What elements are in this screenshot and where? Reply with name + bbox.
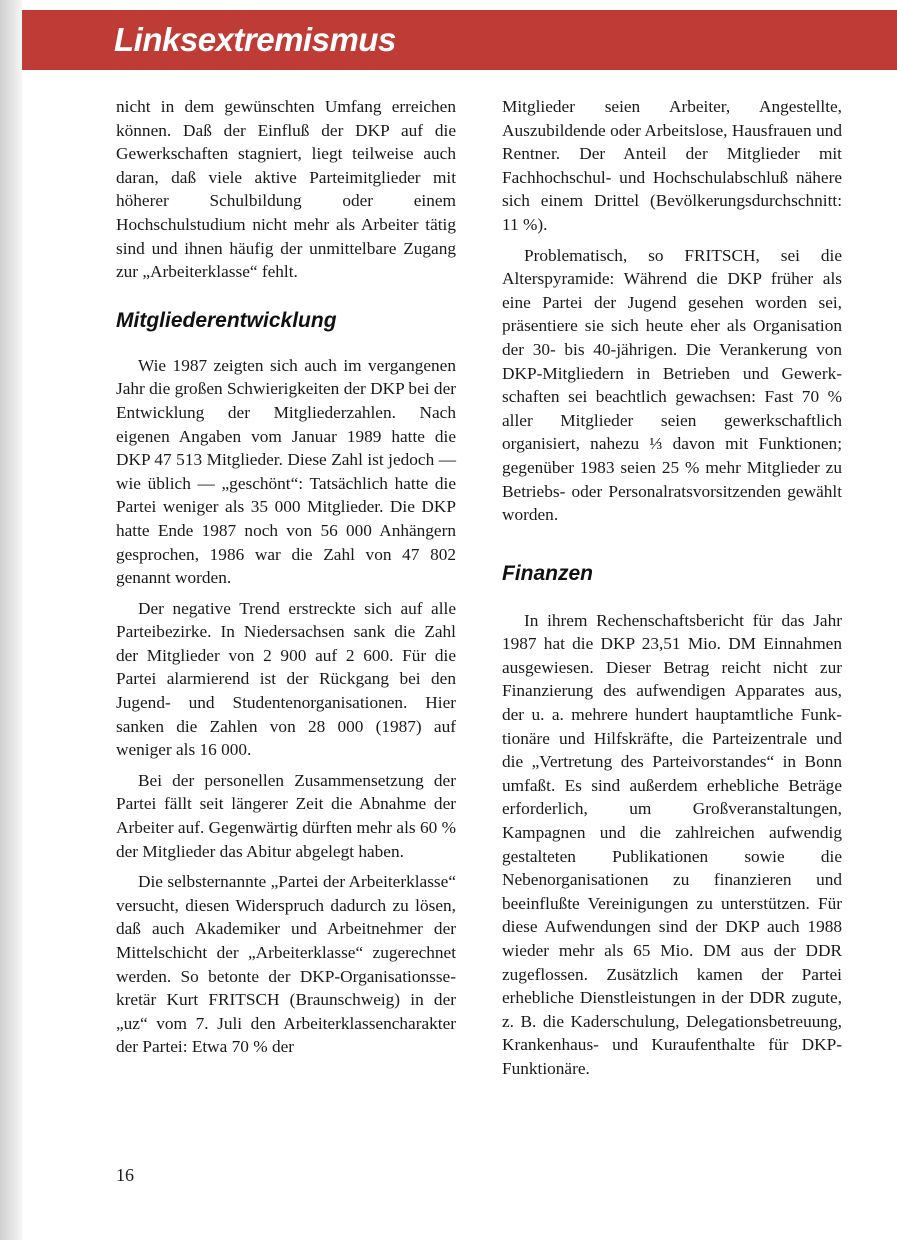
left-column [116,95,456,1059]
paragraph-intro: nicht in dem gewünschten Umfang erreichen können. Daß der Einfluß der DKP auf die Gewerkschaften stagniert, liegt teilweise auch daran, daß viele aktive Parteimitglieder mit höherer Schulbildung oder einem Hochschulstudium nicht mehr als Arbeiter tätig sind und ihnen häufig der unmittelbare Zugang zur „Arbeiterklasse“ fehlt. [116,97,456,282]
paragraph-mitglieder-4: Die selbsternannte „Partei der Arbeiterklasse“ versucht, diesen Widerspruch dadurch zu lösen, daß auch Akademiker und Arbeitnehmer der Mittelschicht der „Arbeiterklasse“ zugerechnet werden. So betonte der DKP-Organisationssekretär Kurt FRITSCH (Braunschweig) in der „uz“ vom 7. Juli den Arbeiterklassencharakter der Partei: Etwa 70 % der [116,872,456,1057]
paragraph-mitglieder-continued: Mitglieder seien Arbeiter, Angestellte, Auszubildende oder Arbeitslose, Hausfrauen und Rentner. Der Anteil der Mitglieder mit Fachhochschul- und Hochschulabschluß nähere sich einem Drittel (Bevölkerungsdurchschnitt: 11 %). [502,97,842,234]
page-spine-shadow [0,0,22,1240]
paragraph-mitglieder-1: Wie 1987 zeigten sich auch im vergangenen Jahr die großen Schwierigkeiten der DKP bei der Entwicklung der Mitgliederzahlen. Nach eigenen Angaben vom Januar 1989 hatte die DKP 47 513 Mitglieder. Diese Zahl ist jedoch — wie üblich — „geschönt“: Tatsächlich hatte die Partei weniger als 35 000 Mitglieder. Die DKP hatte Ende 1987 noch von 56 000 Anhängern gesprochen, 1986 war die Zahl von 47 802 genannt worden. [116,355,456,588]
section-heading-finanzen: Finanzen [502,561,594,585]
chapter-title: Linksextremismus [114,21,396,58]
paragraph-mitglieder-3: Bei der personellen Zusammensetzung der Partei fällt seit längerer Zeit die Abnahme der Arbeiter auf. Gegenwärtig dürften mehr als 60 % der Mitglieder das Abitur abgelegt haben. [116,770,456,861]
page-number: 16 [116,1165,134,1185]
right-column [502,95,842,1081]
paragraph-finanzen: In ihrem Rechenschaftsbericht für das Jahr 1987 hat die DKP 23,51 Mio. DM Einnahmen ausgewiesen. Dieser Betrag reicht nicht zur Finanzierung des aufwendigen Apparates aus, der u. a. mehrere hundert hauptamtliche Funktionäre und Hilfskräfte, die Parteizentrale und die „Vertretung des Parteivorstandes“ in Bonn umfaßt. Es sind außerdem erhebliche Beträge erforderlich, um Großveranstaltungen, Kampagnen und die zahlreichen aufwendig gestalteten Publikationen sowie die Nebenorganisationen zu finanzieren und beeinflußte Vereinigungen zu unterstützen. Für diese Aufwendungen sind der DKP auch 1988 wieder mehr als 65 Mio. DM aus der DDR zugeflossen. Zusätzlich kamen der Partei erhebliche Dienstleistungen in der DDR zugute, z. B. die Kaderschulung, Delegationsbetreuung, Krankenhaus- und Kuraufenthalte für DKP-Funktionäre. [502,610,842,1078]
paragraph-alterspyramide: Problematisch, so FRITSCH, sei die Alterspyramide: Während die DKP früher als eine Partei der Jugend gesehen worden sei, präsentiere sie sich heute eher als Organisation der 30- bis 40-jährigen. Die Verankerung von DKP-Mitgliedern in Betrieben und Gewerkschaften sei beachtlich gewachsen: Fast 70 % aller Mitglieder seien gewerkschaftlich organisiert, nahezu ⅓ davon mit Funktionen; gegenüber 1983 seien 25 % mehr Mitglieder zu Betriebs- oder Personalratsvorsitzenden gewählt worden. [502,245,842,525]
paragraph-mitglieder-2: Der negative Trend erstreckte sich auf alle Parteibezirke. In Niedersachsen sank die Zahl der Mitglieder von 2 900 auf 2 600. Für die Partei alarmierend ist der Rückgang bei den Jugend- und Studentenorganisationen. Hier sanken die Zahlen von 28 000 (1987) auf weniger als 16 000. [116,598,456,760]
section-heading-mitgliederentwicklung: Mitgliederentwicklung [116,308,337,332]
